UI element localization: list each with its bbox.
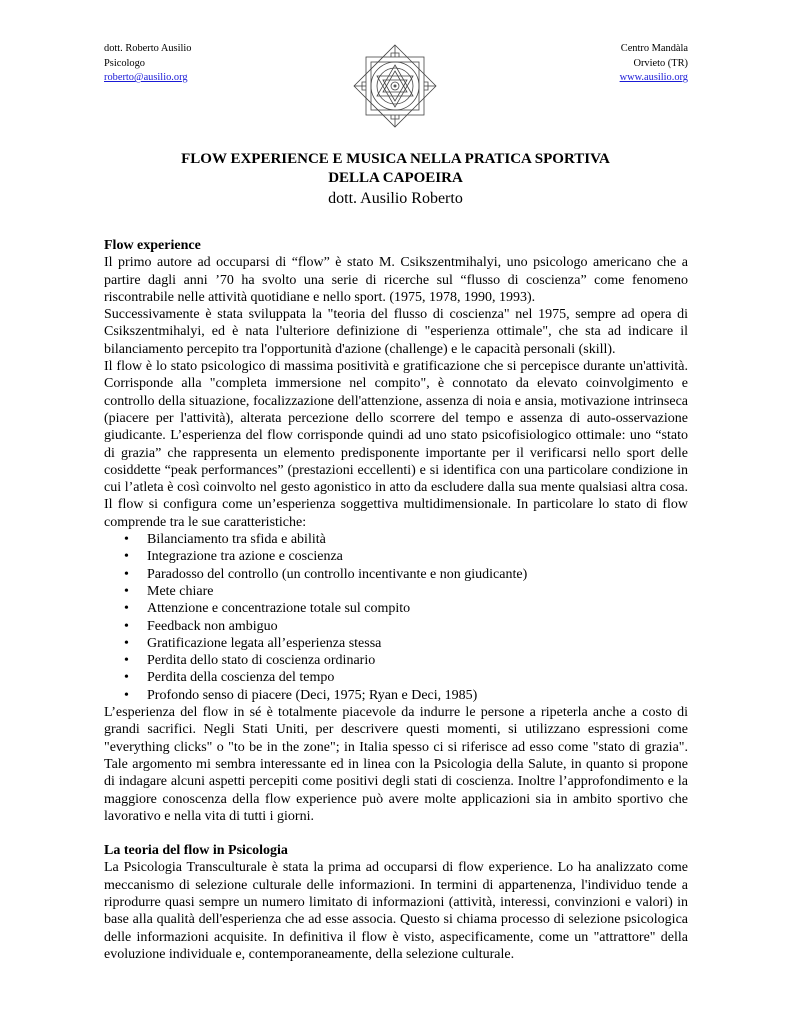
list-item: • Bilanciamento tra sfida e abilità	[124, 532, 326, 548]
document-title-line-1: FLOW EXPERIENCE E MUSICA NELLA PRATICA SPORTIVA	[181, 151, 610, 167]
title-block	[0, 150, 791, 209]
bullet-icon: •	[124, 601, 129, 617]
list-item: • Mete chiare	[124, 583, 214, 599]
author-name: dott. Roberto Ausilio	[104, 43, 192, 54]
bullet-icon: •	[124, 687, 129, 703]
paragraph: L’esperienza del flow in sé è totalmente piacevole da indurre le persone a ripeterla anche a costo di grandi sacrifici. Negli Stati Uniti, per descrivere questi momenti, si utilizzano espressioni come "everything clicks" o "to be in the zone"; in Italia spesso ci si riferisce ad esso come "stato di grazia". Tale argomento mi sembra interessante ed in linea con la Psicologia della Salute, in quanto si propone di indagare alcuni aspetti percepiti come positivi degli stati di coscienza. Inoltre l’approfondimento e la maggiore conoscenza della flow experience può avere molte applicazioni sia in ambito sportivo che lavorativo e nella vita di tutti i giorni.	[104, 705, 688, 824]
center-name: Centro Mandàla	[620, 43, 688, 54]
bullet-icon: •	[124, 549, 129, 565]
list-item: • Perdita dello stato di coscienza ordinario	[124, 653, 376, 669]
document-author: dott. Ausilio Roberto	[328, 190, 463, 207]
bullet-icon: •	[124, 635, 129, 651]
paragraph: La Psicologia Transculturale è stata la prima ad occuparsi di flow experience. Lo ha analizzato come meccanismo di selezione culturale delle informazioni. In termini di appartenenza, l'individuo tende a riprodurre quasi sempre un numero limitato di informazioni (attività, interessi, convinzioni e valori) in base alla qualità dell'esperienza che ad esse associa. Questo si chiama processo di selezione psicologica delle informazioni acquisite. In definitiva il flow è visto, aspecificamente, come un "attrattore" della evoluzione individuale e, contemporaneamente, della selezione culturale.	[104, 860, 688, 962]
bullet-icon: •	[124, 670, 129, 686]
characteristics-list	[104, 531, 688, 704]
email-link[interactable]: roberto@ausilio.org	[104, 72, 188, 84]
list-item: • Integrazione tra azione e coscienza	[124, 549, 343, 565]
document-body	[104, 237, 688, 963]
list-item: • Perdita della coscienza del tempo	[124, 670, 335, 686]
author-role: Psicologo	[104, 57, 145, 69]
center-city: Orvieto (TR)	[633, 57, 688, 69]
paragraph: Il flow è lo stato psicologico di massima positività e gratificazione che si percepisce durante un'attività. Corrisponde alla "completa immersione nel compito", è connotato da elevato coinvolgimento e controllo della situazione, focalizzazione dell'attenzione, assenza di noia e ansia, motivazione intrinseca (piacere per l'attività), alterata percezione dello scorrere del tempo e assenza di auto-osservazione giudicante. L’esperienza del flow corrisponde quindi ad uno stato psicofisiologico ottimale: uno “stato di grazia” che rappresenta un elemento predisponente importante per il verificarsi nello sport delle cosiddette “peak performances” (prestazioni eccellenti) e si identifica con una particolare condizione in cui l’atleta è così coinvolto nel gesto agonistico in atto da escludere dalla sua mente qualsiasi altra cosa. Il flow si configura come un’esperienza soggettiva multidimensionale. In particolare lo stato di flow comprende tra le sue caratteristiche:	[104, 359, 688, 530]
bullet-icon: •	[124, 583, 129, 599]
bullet-icon: •	[124, 653, 129, 669]
list-item: • Attenzione e concentrazione totale sul compito	[124, 601, 411, 617]
section-heading-flow-experience: Flow experience	[104, 238, 201, 253]
section-gap	[104, 825, 688, 842]
list-item: • Feedback non ambiguo	[124, 618, 278, 634]
website-link[interactable]: www.ausilio.org	[619, 72, 688, 84]
list-item: • Gratificazione legata all’esperienza stessa	[124, 635, 382, 651]
document-title-line-2: DELLA CAPOEIRA	[328, 170, 463, 186]
paragraph: Il primo autore ad occuparsi di “flow” è stato M. Csikszentmihalyi, uno psicologo americano che a partire dagli anni ’70 ha svolto una serie di ricerche sul “flusso di coscienza” come fenomeno riscontrabile nelle attività quotidiane e nello sport. (1975, 1978, 1990, 1993).	[104, 255, 688, 305]
bullet-icon: •	[124, 618, 129, 634]
list-item: • Profondo senso di piacere (Deci, 1975; Ryan e Deci, 1985)	[124, 687, 478, 703]
bullet-icon: •	[124, 532, 129, 548]
bullet-icon: •	[124, 566, 129, 582]
list-item: • Paradosso del controllo (un controllo incentivante e non giudicante)	[124, 566, 528, 582]
header-left	[104, 42, 191, 86]
paragraph: Successivamente è stata sviluppata la "teoria del flusso di coscienza" nel 1975, sempre ad opera di Csikszentmihalyi, ed è nata l'ulteriore definizione di "esperienza ottimale", che sta ad indicare il bilanciamento percepito tra l'opportunità d'azione (challenge) e le capacità personali (skill).	[104, 307, 688, 357]
section-heading-flow-theory: La teoria del flow in Psicologia	[104, 843, 288, 859]
mandala-logo-icon	[353, 44, 437, 128]
header-right	[620, 42, 688, 86]
